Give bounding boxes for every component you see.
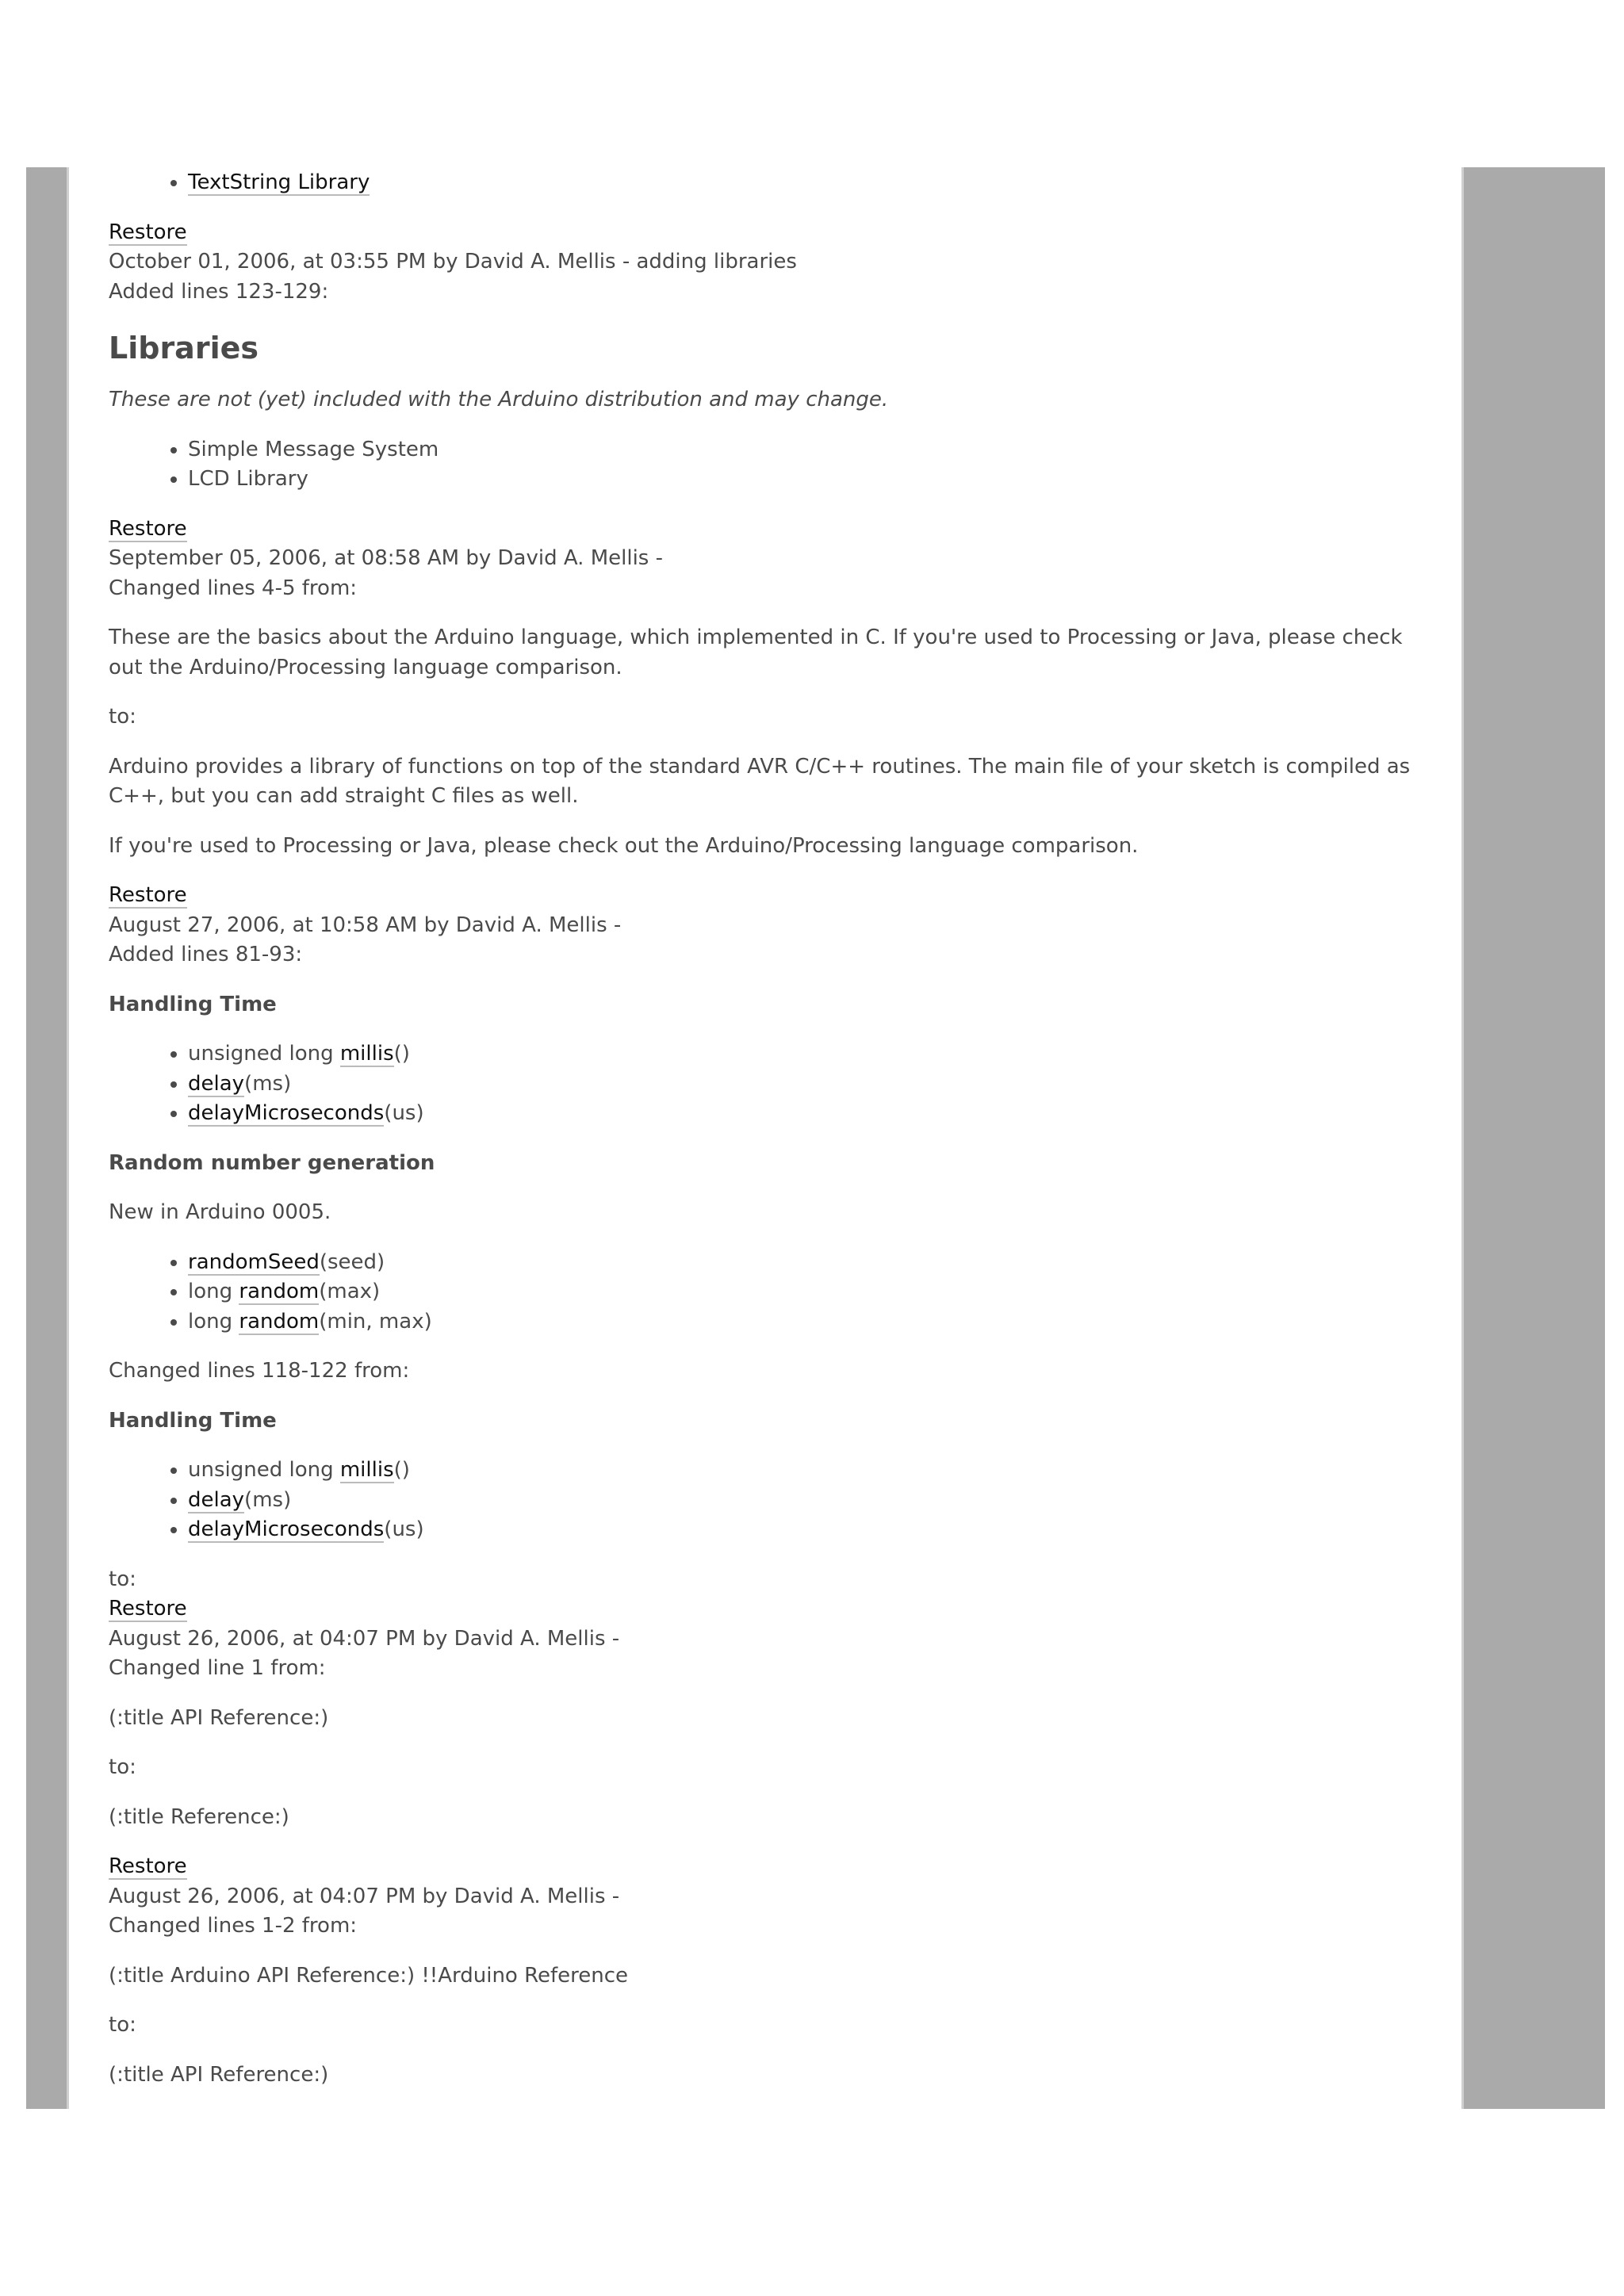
revision-meta: August 26, 2006, at 04:07 PM by David A. Mellis - xyxy=(109,1626,620,1651)
list-item: • unsigned long millis() xyxy=(188,1039,1413,1070)
libraries-list xyxy=(109,435,1413,495)
list-item: • LCD Library xyxy=(188,465,1413,495)
revision-meta: August 26, 2006, at 04:07 PM by David A. Mellis - xyxy=(109,1884,620,1908)
revision-meta: September 05, 2006, at 08:58 AM by David A. Mellis - xyxy=(109,546,663,570)
libraries-heading: Libraries xyxy=(109,331,259,365)
restore-link[interactable]: Restore xyxy=(109,883,187,907)
libraries-note: These are not (yet) included with the Arduino distribution and may change. xyxy=(109,388,889,411)
diff-from-text: (:title API Reference:) xyxy=(109,1705,329,1730)
restore-link[interactable]: Restore xyxy=(109,516,187,541)
list-item: • delay(ms) xyxy=(188,1070,1413,1100)
diff-to-text: Arduino provides a library of functions on top of the standard AVR C/C++ routines. The main file of your sketch is compiled as C++, but you can add straight C files as well. xyxy=(109,754,1411,808)
revision-entry xyxy=(109,881,1413,970)
revision-change: Changed lines 4-5 from: xyxy=(109,576,358,600)
page-history-content xyxy=(109,168,1413,2110)
diff-from-text: (:title Arduino API Reference:) !!Arduino Reference xyxy=(109,1963,629,1988)
textstring-library-link[interactable]: TextString Library xyxy=(188,170,370,194)
delaymicroseconds-link[interactable]: delayMicroseconds xyxy=(188,1517,385,1541)
revision-change: Changed line 1 from: xyxy=(109,1656,326,1680)
revision-change: Changed lines 1-2 from: xyxy=(109,1914,358,1938)
randomseed-link[interactable]: randomSeed xyxy=(188,1249,320,1274)
restore-link[interactable]: Restore xyxy=(109,1597,187,1621)
list-item: • randomSeed(seed) xyxy=(188,1248,1413,1278)
list-item: • Simple Message System xyxy=(188,435,1413,465)
random-list xyxy=(109,1248,1413,1337)
revision-entry xyxy=(109,515,1413,604)
diff-to-label: to: xyxy=(109,1755,136,1779)
list-item: • delay(ms) xyxy=(188,1486,1413,1516)
left-sidebar xyxy=(26,167,69,2109)
right-sidebar xyxy=(1461,167,1605,2109)
delaymicroseconds-link[interactable]: delayMicroseconds xyxy=(188,1101,385,1125)
diff-from-text: These are the basics about the Arduino language, which implemented in C. If you're used to Processing or Java, please check out the Arduino/Processing language comparison. xyxy=(109,626,1403,679)
delay-link[interactable]: delay xyxy=(188,1487,245,1512)
list-item: • long random(max) xyxy=(188,1277,1413,1307)
revision-meta: October 01, 2006, at 03:55 PM by David A. Mellis - adding libraries xyxy=(109,250,797,274)
random-heading: Random number generation xyxy=(109,1150,435,1175)
diff-to-text: If you're used to Processing or Java, please check out the Arduino/Processing language comparison. xyxy=(109,833,1139,858)
revision-entry xyxy=(109,218,1413,308)
list-item: • long random(min, max) xyxy=(188,1307,1413,1337)
restore-link[interactable]: Restore xyxy=(109,220,187,244)
list-item xyxy=(188,168,1413,198)
handling-time-heading: Handling Time xyxy=(109,992,277,1016)
handling-time-heading: Handling Time xyxy=(109,1408,277,1433)
revision-change: Added lines 123-129: xyxy=(109,279,329,304)
diff-to-label: to: xyxy=(109,2013,136,2037)
list-item: • unsigned long millis() xyxy=(188,1456,1413,1486)
handling-time-list xyxy=(109,1039,1413,1129)
random-link[interactable]: random xyxy=(239,1309,320,1334)
revision-change: Added lines 81-93: xyxy=(109,943,303,966)
random-link[interactable]: random xyxy=(239,1280,320,1303)
delay-link[interactable]: delay xyxy=(188,1071,245,1096)
random-note: New in Arduino 0005. xyxy=(109,1200,331,1224)
list-item: • delayMicroseconds(us) xyxy=(188,1515,1413,1545)
revision-entry xyxy=(109,1852,1413,1942)
millis-link[interactable]: millis xyxy=(339,1458,394,1482)
diff-to-label: to: xyxy=(109,1567,136,1591)
millis-link[interactable]: millis xyxy=(339,1042,394,1066)
list-item: • delayMicroseconds(us) xyxy=(188,1099,1413,1129)
diff-to-text: (:title API Reference:) xyxy=(109,2062,329,2087)
revision-entry xyxy=(109,1594,1413,1684)
top-list xyxy=(109,168,1413,198)
revision-change: Changed lines 118-122 from: xyxy=(109,1359,410,1383)
restore-link[interactable]: Restore xyxy=(109,1854,187,1878)
diff-to-label: to: xyxy=(109,705,136,729)
revision-meta: August 27, 2006, at 10:58 AM by David A. Mellis - xyxy=(109,913,622,937)
diff-to-text: (:title Reference:) xyxy=(109,1804,289,1829)
handling-time-list xyxy=(109,1456,1413,1545)
